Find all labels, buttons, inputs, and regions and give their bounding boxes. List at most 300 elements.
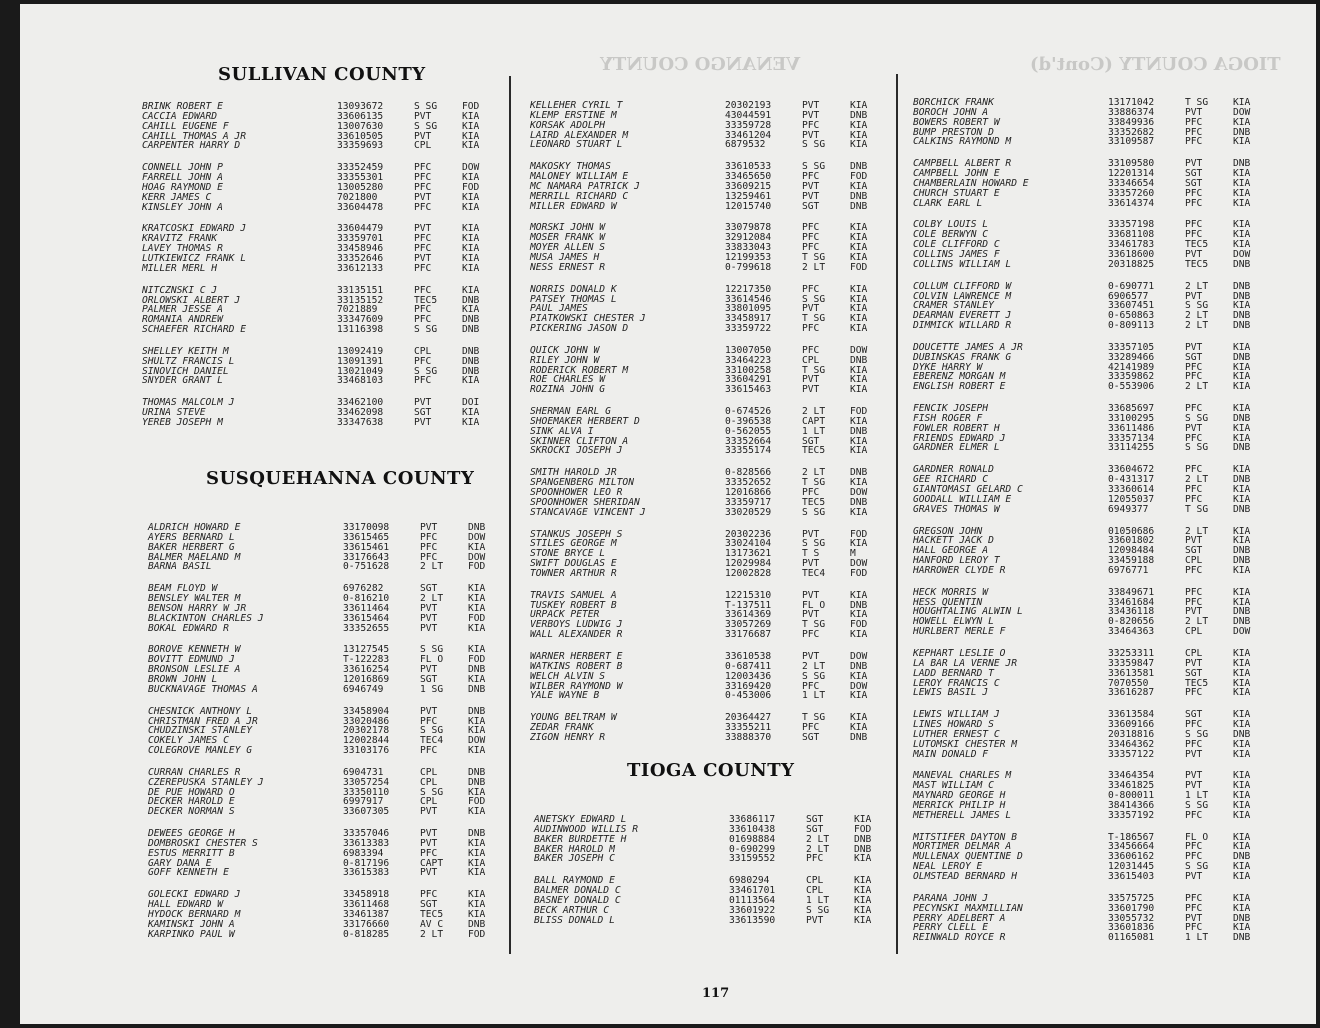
rank: PFC [802,242,820,254]
soldier-name: KARPINKO PAUL W [148,928,235,940]
rank: 2 LT [420,561,444,573]
rank: PFC [1185,371,1203,383]
roster-row [530,569,890,579]
serial-number: 13091391 [337,355,384,367]
serial-number: 33609166 [1108,719,1155,731]
status-code: KIA [1233,738,1251,750]
entry-group [913,894,1293,943]
status-code: KIA [1233,709,1251,721]
rank: PFC [802,344,820,356]
column-divider-left [509,76,511,954]
soldier-name: BAKER HERBERT G [148,541,235,553]
soldier-name: LAVEY THOMAS R [142,243,223,255]
roster-row [913,750,1293,760]
roster-row [148,562,508,572]
serial-number: 33135151 [337,284,384,296]
soldier-name: SINK ALVA I [530,425,594,437]
soldier-name: STONE BRYCE L [530,548,606,560]
soldier-name: CURRAN CHARLES R [148,766,241,778]
soldier-name: LA BAR LA VERNE JR [913,657,1017,669]
soldier-name: SPOONHOWER LEO R [530,487,623,498]
serial-number: 33057254 [343,776,390,788]
status-code: DOW [850,680,868,692]
status-code: KIA [854,885,872,897]
rank: SGT [802,731,820,743]
soldier-name: GEE RICHARD C [913,474,989,486]
rank: PVT [802,109,820,121]
status-code: KIA [1233,484,1251,495]
status-code: KIA [1233,596,1251,608]
serial-number: 33849936 [1108,116,1155,128]
rank: S SG [1185,799,1209,811]
rank: 2 LT [1185,474,1209,486]
serial-number: 13007050 [725,344,772,356]
serial-number: 33465650 [725,171,772,183]
soldier-name: BAKER HAROLD M [534,843,615,855]
serial-number: 33685697 [1108,403,1155,415]
serial-number: 13021049 [337,365,384,377]
serial-number: 0-809113 [1108,320,1155,332]
serial-number: 33601922 [729,904,776,916]
status-code: DNB [468,522,486,533]
serial-number: 33610505 [337,130,384,142]
soldier-name: MILLER MERL H [142,262,218,274]
rank: S SG [1185,442,1209,454]
rank: PFC [1185,219,1203,231]
serial-number: 33347609 [337,314,384,326]
entry-group [530,223,890,272]
serial-number: 33462100 [337,397,384,409]
soldier-name: BOROCH JOHN A [913,106,989,118]
roster-row [148,685,508,695]
soldier-name: CHAMBERLAIN HOWARD E [913,177,1029,189]
status-code: KIA [1233,361,1251,373]
soldier-name: PERRY ADELBERT A [913,912,1006,924]
rank: CPL [420,766,438,778]
soldier-name: GIANTOMASI GELARD C [913,484,1023,495]
bleed-through-left: VENANGO COUNTY [600,54,801,75]
soldier-name: PATSEY THOMAS L [530,293,617,305]
soldier-name: KELLEHER CYRIL T [530,100,623,111]
status-code: DNB [854,833,872,845]
rank: PVT [1185,770,1203,782]
roster-row [913,199,1293,209]
serial-number: 33114255 [1108,442,1155,454]
status-code: DNB [1233,912,1251,924]
entry-group [142,347,502,386]
serial-number: 33359693 [337,140,384,152]
rank: PVT [1185,912,1203,924]
rank: PFC [802,222,820,234]
entry-group [530,591,890,640]
serial-number: 33601790 [1108,902,1155,914]
rank: PVT [414,223,432,235]
rank: PVT [420,664,438,676]
status-code: KIA [462,201,480,213]
soldier-name: RODERICK ROBERT M [530,364,629,376]
soldier-name: SKINNER CLIFTON A [530,435,629,447]
status-code: FOD [850,567,868,579]
soldier-name: ALDRICH HOWARD E [148,522,241,533]
status-code: DNB [1233,606,1251,618]
status-code: KIA [1233,177,1251,189]
status-code: FOD [468,654,486,666]
status-code: KIA [468,644,486,656]
serial-number: 33888370 [725,731,772,743]
rank: FL O [1185,831,1209,843]
soldier-name: GRAVES THOMAS W [913,503,1000,515]
serial-number: 33169420 [725,680,772,692]
serial-number: 33614374 [1108,197,1155,209]
rank: 1 LT [1185,790,1209,802]
status-code: DNB [1233,728,1251,740]
rank: PVT [420,622,438,634]
serial-number: 33057269 [725,619,772,631]
soldier-name: BROWN JOHN L [148,673,218,685]
soldier-name: GOFF KENNETH E [148,867,229,879]
roster-row [913,566,1293,576]
soldier-name: HURLBERT MERLE F [913,626,1006,638]
entry-group [142,102,502,151]
soldier-name: CHRISTMAN FRED A JR [148,715,258,727]
rank: S SG [414,120,438,132]
serial-number: 33612133 [337,262,384,274]
rank: CAPT [420,857,444,869]
soldier-name: DECKER HAROLD E [148,796,235,808]
status-code: KIA [850,129,868,141]
soldier-name: ROE CHARLES W [530,374,606,386]
roster-row [530,691,890,701]
rank: 2 LT [802,467,826,479]
status-code: KIA [468,837,486,849]
serial-number: 12002844 [343,735,390,747]
serial-number: 33461387 [343,909,390,920]
status-code: M [850,548,856,560]
serial-number: 33357046 [343,828,390,840]
serial-number: 0-690771 [1108,280,1155,292]
serial-number: 01113564 [729,894,776,906]
serial-number: 33613584 [1108,709,1155,721]
rank: 1 LT [802,690,826,702]
rank: PVT [420,705,438,717]
rank: PFC [414,172,432,184]
roster-row [530,202,890,212]
rank: PVT [420,522,438,533]
soldier-name: YEREB JOSEPH M [142,416,223,428]
soldier-name: MORTIMER DELMAR A [913,841,1012,853]
serial-number: 33616254 [343,664,390,676]
status-code: KIA [1233,136,1251,148]
entry-group [530,713,890,743]
rank: PFC [1185,596,1203,608]
rank: PFC [802,283,820,295]
status-code: DNB [850,496,868,508]
rank: PVT [1185,106,1203,118]
rank: 2 LT [420,593,444,605]
serial-number: 33849671 [1108,586,1155,598]
rank: 1 LT [806,894,830,906]
rank: T SG [1185,503,1209,515]
rank: S SG [1185,728,1209,740]
entry-group [530,285,890,334]
rank: CPL [1185,647,1203,659]
status-code: DNB [1233,442,1251,454]
serial-number: 33253311 [1108,647,1155,659]
soldier-name: CLARK EARL L [913,197,983,209]
status-code: KIA [1233,371,1251,383]
status-code: DNB [1233,280,1251,292]
roster-row [913,321,1293,331]
rank: T SG [802,364,826,376]
rank: PVT [802,650,820,662]
soldier-name: BOVITT EDMUND J [148,654,235,666]
soldier-name: CARPENTER HARRY D [142,140,241,152]
serial-number: 33456664 [1108,841,1155,853]
entry-group [142,286,502,335]
status-code: KIA [850,293,868,305]
soldier-name: MORSKI JOHN W [530,222,606,234]
rank: PFC [802,629,820,641]
susquehanna-county-continued-list [530,101,890,755]
status-code: KIA [1233,780,1251,792]
serial-number: 33611464 [343,602,390,614]
soldier-name: ESTUS MERRITT B [148,847,235,859]
rank: 2 LT [420,928,444,940]
soldier-name: HALL EDWARD W [148,899,224,911]
serial-number: 6879532 [725,139,766,151]
entry-group [913,833,1293,882]
serial-number: 20302236 [725,528,772,540]
serial-number: 33618600 [1108,248,1155,260]
soldier-name: SPOONHOWER SHERIDAN [530,496,640,508]
status-code: DNB [468,776,486,788]
serial-number: 33613581 [1108,667,1155,679]
serial-number: 33607305 [343,806,390,818]
soldier-name: AYERS BERNARD L [148,531,235,543]
serial-number: 33020486 [343,715,390,727]
soldier-name: TOWNER ARTHUR R [530,567,617,579]
soldier-name: ANETSKY EDWARD L [534,814,627,825]
entry-group [913,527,1293,576]
serial-number: 13127545 [343,644,390,656]
soldier-name: OLMSTEAD BERNARD H [913,871,1017,882]
rank: PFC [1185,586,1203,598]
entry-group [534,876,894,925]
soldier-name: BEAM FLOYD W [148,583,218,595]
serial-number: 33024104 [725,538,772,550]
serial-number: 33359717 [725,496,772,508]
status-code: DNB [850,425,868,437]
serial-number: 33833043 [725,242,772,254]
rank: T SG [802,712,826,724]
status-code: DOW [468,551,486,563]
status-code: KIA [854,904,872,916]
rank: PFC [1185,229,1203,241]
serial-number: 33103176 [343,745,390,757]
serial-number: 33458904 [343,705,390,717]
soldier-name: BENSON HARRY W JR [148,602,247,614]
rank: PVT [1185,657,1203,669]
rank: TEC4 [420,735,444,747]
status-code: KIA [1233,657,1251,669]
serial-number: 33458946 [337,243,384,255]
status-code: KIA [1233,871,1251,882]
soldier-name: YALE WAYNE B [530,690,600,702]
soldier-name: BECK ARTHUR C [534,904,610,916]
serial-number: 20318816 [1108,728,1155,740]
status-code: KIA [468,593,486,605]
serial-number: 13259461 [725,190,772,202]
soldier-name: COLLINS JAMES F [913,248,1000,260]
rank: PFC [420,847,438,859]
rank: SGT [802,435,820,447]
roster-row [148,868,508,878]
rank: PFC [414,375,432,387]
status-code: KIA [850,690,868,702]
serial-number: 0-800011 [1108,790,1155,802]
status-code: KIA [850,712,868,724]
rank: PVT [414,191,432,203]
rank: PVT [806,914,824,926]
rank: PFC [802,487,820,498]
rank: PFC [1185,851,1203,863]
status-code: KIA [1233,300,1251,312]
rank: PFC [1185,892,1203,904]
status-code: KIA [468,602,486,614]
serial-number: 33109587 [1108,136,1155,148]
soldier-name: DOMBROSKI CHESTER S [148,837,258,849]
serial-number: 33801095 [725,303,772,315]
status-code: KIA [850,242,868,254]
serial-number: 0-818285 [343,928,390,940]
soldier-name: MC NAMARA PATRICK J [530,180,640,192]
soldier-name: LEONARD STUART L [530,139,623,151]
status-code: KIA [850,313,868,325]
status-code: FOD [850,528,868,540]
status-code: KIA [468,583,486,595]
rank: PVT [802,589,820,601]
serial-number: 33613590 [729,914,776,926]
soldier-name: BUCKNAVAGE THOMAS A [148,683,258,695]
rank: 1 LT [1185,932,1209,944]
rank: PFC [1185,136,1203,148]
serial-number: 7021889 [337,304,378,316]
status-code: FOD [850,619,868,631]
rank: PFC [1185,432,1203,444]
serial-number: 20364427 [725,712,772,724]
rank: CPL [1185,555,1203,567]
page-number: 117 [702,986,730,1001]
serial-number: 0-453006 [725,690,772,702]
rank: 1 LT [802,425,826,437]
serial-number: 7021800 [337,191,378,203]
document-page [20,4,1316,1024]
status-code: KIA [1233,667,1251,679]
entry-group [530,407,890,456]
soldier-name: MAYNARD GEORGE H [913,790,1006,802]
rank: PVT [1185,290,1203,302]
soldier-name: DOUCETTE JAMES A JR [913,341,1023,353]
serial-number: 0-431317 [1108,474,1155,486]
status-code: KIA [1233,464,1251,476]
rank: PFC [1185,464,1203,476]
soldier-name: MOSER FRANK W [530,232,606,244]
serial-number: 33352664 [725,435,772,447]
rank: PFC [414,181,432,193]
entry-group [148,523,508,572]
status-code: FOD [468,928,486,940]
entry-group [530,162,890,211]
serial-number: 6997917 [343,796,384,808]
roster-row [913,505,1293,515]
rank: CPL [802,354,820,366]
status-code: DNB [1233,310,1251,322]
rank: PFC [802,680,820,692]
soldier-name: DEARMAN EVERETT J [913,310,1012,322]
rank: PFC [414,284,432,296]
status-code: KIA [1233,902,1251,914]
serial-number: 33100295 [1108,412,1155,424]
serial-number: 0-799618 [725,261,772,273]
rank: PFC [802,722,820,734]
soldier-name: METHERELL JAMES L [913,809,1012,821]
status-code: DNB [462,314,480,326]
serial-number: 12098484 [1108,545,1155,557]
status-code: KIA [1233,116,1251,128]
soldier-name: GARDNER RONALD [913,464,994,476]
status-code: KIA [850,670,868,682]
status-code: DNB [1233,851,1251,863]
status-code: KIA [850,384,868,396]
serial-number: T-122283 [343,654,390,666]
serial-number: 13173621 [725,548,772,560]
soldier-name: LINES HOWARD S [913,719,994,731]
soldier-name: ENGLISH ROBERT E [913,381,1006,393]
serial-number: 12199353 [725,251,772,263]
soldier-name: COLE BERWYN C [913,229,989,241]
status-code: KIA [1233,422,1251,434]
rank: PFC [1185,361,1203,373]
status-code: KIA [850,232,868,244]
rank: TEC5 [414,294,438,306]
serial-number: 33615463 [725,384,772,396]
rank: CPL [806,875,824,887]
status-code: DNB [1233,290,1251,302]
status-code: DNB [1233,158,1251,170]
soldier-name: CAMPBELL JOHN E [913,168,1000,180]
status-code: DNB [1233,320,1251,332]
serial-number: 6980294 [729,875,770,887]
serial-number: 33355211 [725,722,772,734]
soldier-name: DUBINSKAS FRANK G [913,351,1012,363]
soldier-name: TRAVIS SAMUEL A [530,589,617,601]
serial-number: 0-828566 [725,467,772,479]
status-code: KIA [468,673,486,685]
status-code: KIA [462,375,480,387]
serial-number: 33609215 [725,180,772,192]
soldier-name: PERRY CLELL E [913,922,989,934]
status-code: DNB [850,354,868,366]
serial-number: 33614369 [725,609,772,621]
serial-number: 33352655 [343,622,390,634]
roster-row [148,807,508,817]
status-code: DNB [1233,555,1251,567]
status-code: DNB [850,109,868,121]
status-code: KIA [850,222,868,234]
status-code: DNB [462,294,480,306]
serial-number: 0-553906 [1108,381,1155,393]
status-code: DNB [1233,616,1251,628]
